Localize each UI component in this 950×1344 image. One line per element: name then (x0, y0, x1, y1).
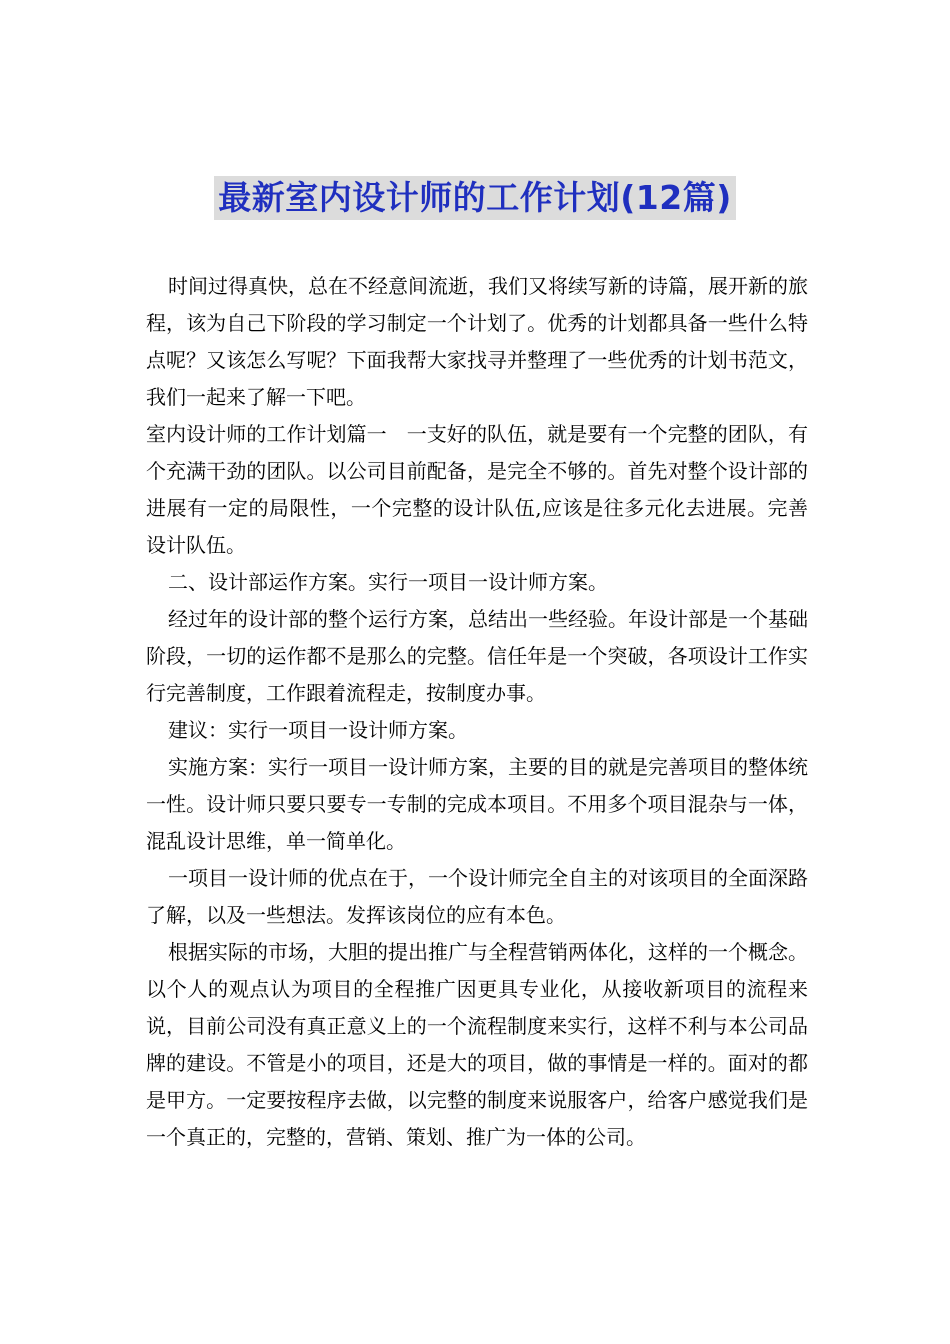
paragraph-suggestion: 建议：实行一项目一设计师方案。 (168, 718, 468, 742)
paragraph-intro: 时间过得真快，总在不经意间流逝，我们又将续写新的诗篇，展开新的旅程，该为自己下阶段的学习制定一个计划了。优秀的计划都具备一些什么特点呢？又该怎么写呢？下面我帮大家找寻并整理了一些优秀的计划书范文，我们一起来了解一下吧。 (146, 274, 808, 409)
paragraph-section-one: 室内设计师的工作计划篇一 一支好的队伍，就是要有一个完整的团队，有个充满干劲的团队。以公司目前配备，是完全不够的。首先对整个设计部的进展有一定的局限性，一个完整的设计队伍,应该是往多元化去进展。完善设计队伍。 (146, 422, 808, 557)
paragraph-implementation: 实施方案：实行一项目一设计师方案，主要的目的就是完善项目的整体统一性。设计师只要只要专一专制的完成本项目。不用多个项目混杂与一体，混乱设计思维，单一简单化。 (146, 755, 808, 853)
paragraph-market: 根据实际的市场，大胆的提出推广与全程营销两体化，这样的一个概念。以个人的观点认为项目的全程推广因更具专业化，从接收新项目的流程来说，目前公司没有真正意义上的一个流程制度来实行，这样不利与本公司品牌的建设。不管是小的项目，还是大的项目，做的事情是一样的。面对的都是甲方。一定要按程序去做，以完整的制度来说服客户，给客户感觉我们是一个真正的，完整的，营销、策划、推广为一体的公司。 (146, 940, 808, 1149)
paragraph-experience: 经过年的设计部的整个运行方案，总结出一些经验。年设计部是一个基础阶段，一切的运作都不是那么的完整。信任年是一个突破，各项设计工作实行完善制度，工作跟着流程走，按制度办事。 (146, 607, 808, 705)
title-container (0, 176, 950, 220)
document-title: 最新室内设计师的工作计划(12篇) (214, 176, 736, 220)
paragraph-section-two-heading: 二、设计部运作方案。实行一项目一设计师方案。 (168, 570, 608, 594)
document-body (146, 268, 808, 1156)
paragraph-advantages: 一项目一设计师的优点在于，一个设计师完全自主的对该项目的全面深路了解，以及一些想法。发挥该岗位的应有本色。 (146, 866, 808, 927)
